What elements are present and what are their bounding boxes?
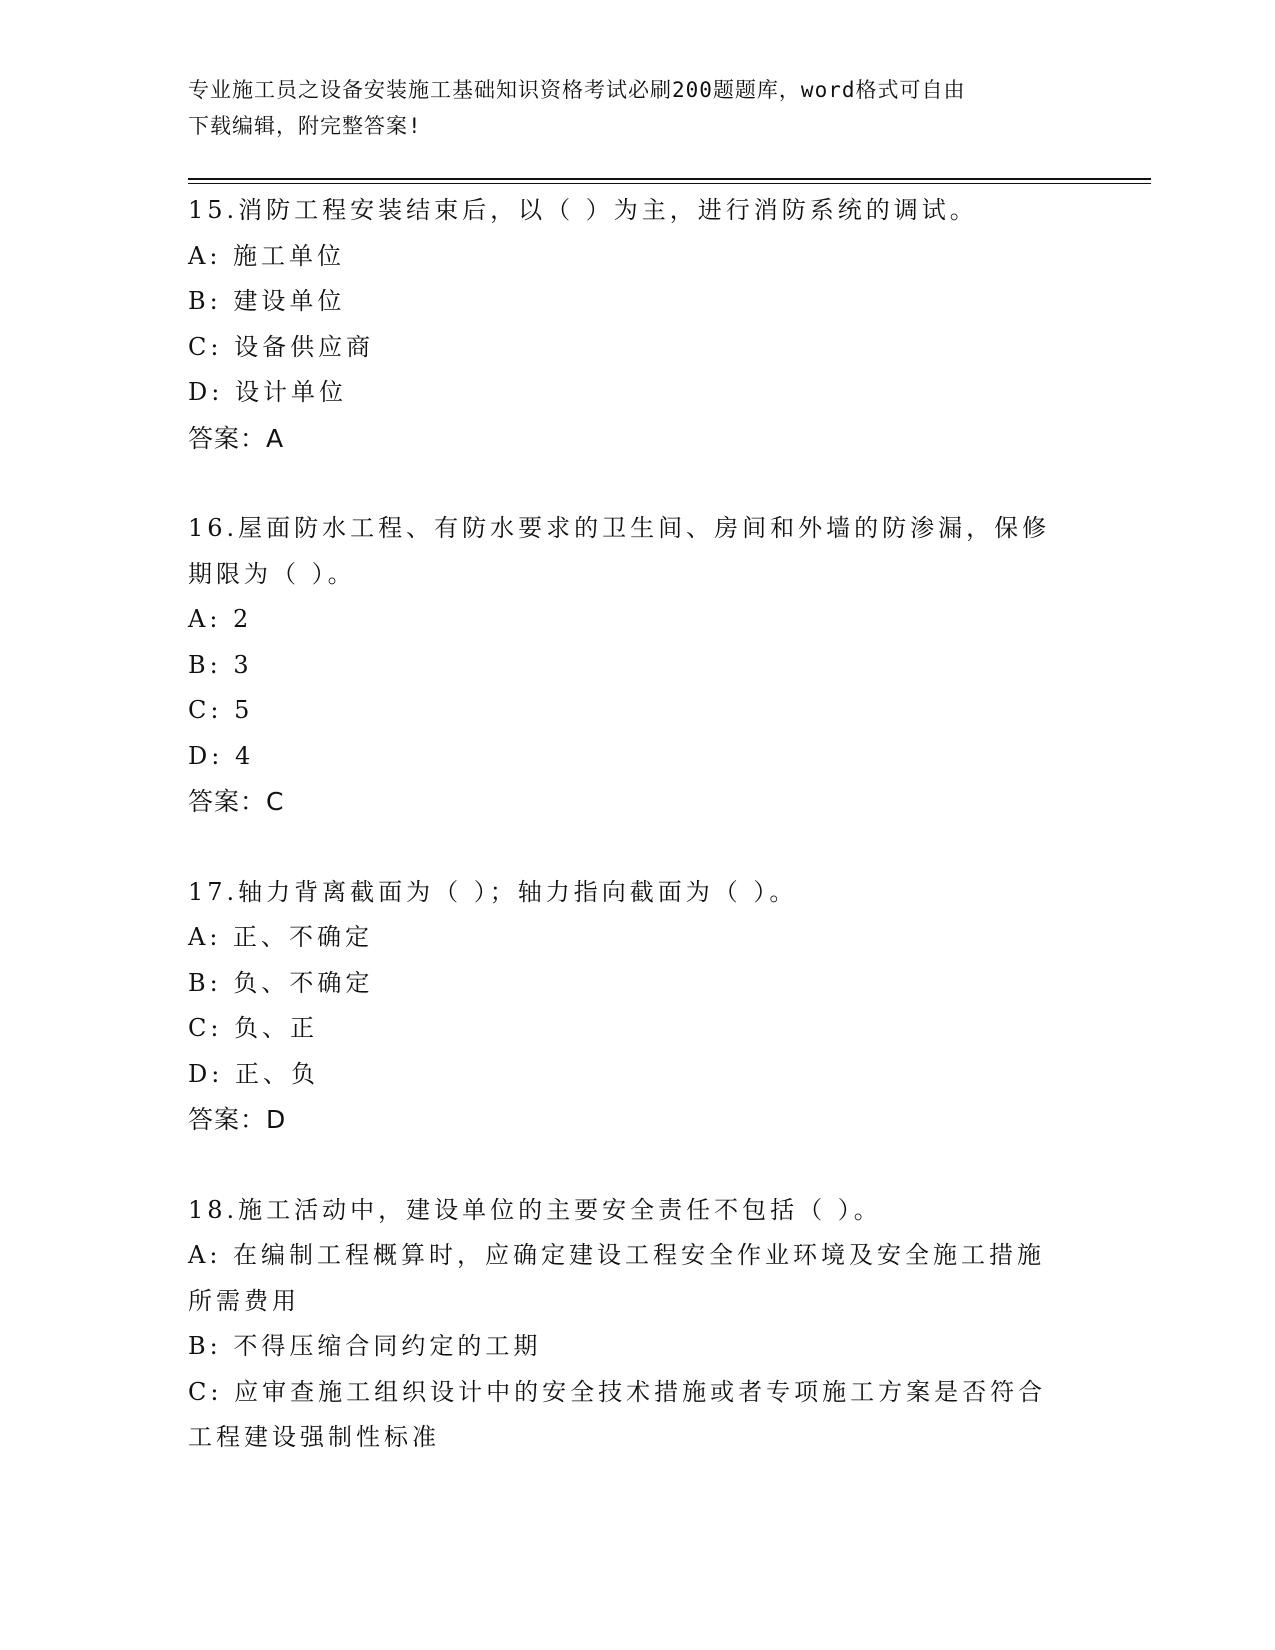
answer: 答案：D <box>188 1105 287 1134</box>
question-17 <box>188 870 1088 1143</box>
option-a: A: 在编制工程概算时，应确定建设工程安全作业环境及安全施工措施 <box>188 1241 1046 1269</box>
document-header <box>188 72 1068 144</box>
option-a: A: 2 <box>188 605 253 633</box>
question-list <box>188 188 1088 1506</box>
answer: 答案：C <box>188 787 285 816</box>
option-b: B: 负、不确定 <box>188 968 374 997</box>
option-c: C: 负、正 <box>188 1014 319 1042</box>
question-stem: 16.屋面防水工程、有防水要求的卫生间、房间和外墙的防渗漏，保修 <box>188 514 1051 542</box>
option-c: C: 应审查施工组织设计中的安全技术措施或者专项施工方案是否符合 <box>188 1377 1047 1406</box>
question-15 <box>188 188 1088 461</box>
answer: 答案：A <box>188 423 285 453</box>
question-16 <box>188 506 1088 825</box>
option-c-continued: 工程建设强制性标准 <box>188 1423 440 1451</box>
question-18 <box>188 1188 1088 1461</box>
option-b: B: 3 <box>188 650 253 679</box>
option-c: C: 5 <box>188 696 254 724</box>
header-divider-thin <box>188 183 1151 184</box>
option-a-continued: 所需费用 <box>188 1286 300 1315</box>
option-d: D: 正、负 <box>188 1059 319 1088</box>
question-stem: 15.消防工程安装结束后，以（ ）为主，进行消防系统的调试。 <box>188 196 978 224</box>
header-divider-thick <box>188 178 1151 180</box>
option-d: D: 设计单位 <box>188 378 347 406</box>
option-b: B: 不得压缩合同约定的工期 <box>188 1332 542 1360</box>
option-c: C: 设备供应商 <box>188 332 375 361</box>
question-stem: 18.施工活动中，建设单位的主要安全责任不包括（ ）。 <box>188 1195 882 1224</box>
question-stem-continued: 期限为（ ）。 <box>188 559 356 588</box>
question-stem: 17.轴力背离截面为（ ）；轴力指向截面为（ ）。 <box>188 877 798 906</box>
header-line-2: 下载编辑，附完整答案! <box>188 114 422 138</box>
option-d: D: 4 <box>188 741 255 770</box>
option-a: A: 施工单位 <box>188 241 346 270</box>
option-a: A: 正、不确定 <box>188 923 374 951</box>
option-b: B: 建设单位 <box>188 287 346 315</box>
header-line-1: 专业施工员之设备安装施工基础知识资格考试必刷200题题库，word格式可自由 <box>188 78 966 102</box>
